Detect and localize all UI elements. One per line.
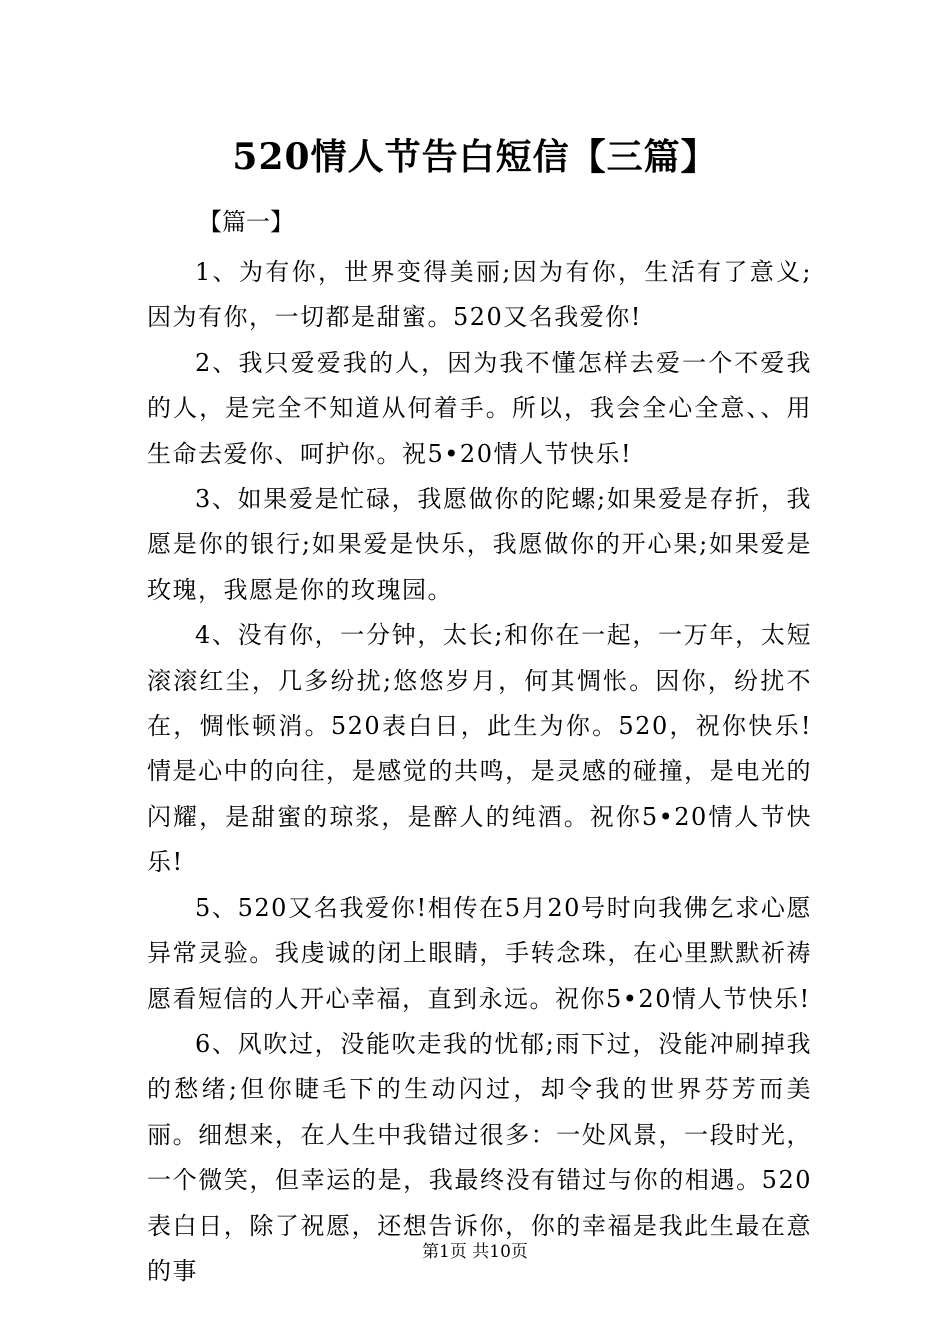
section-heading: 【篇一】	[198, 208, 294, 236]
document-title: 520情人节告白短信【三篇】	[232, 136, 718, 178]
paragraph-2: 2、我只爱爱我的人，因为我不懂怎样去爱一个不爱我的人，是完全不知道从何着手。所以，我会全心全意、、用生命去爱你、呵护你。祝5•20情人节快乐!	[147, 348, 812, 468]
paragraph-1: 1、为有你，世界变得美丽;因为有你，生活有了意义;因为有你，一切都是甜蜜。520又名我爱你!	[147, 258, 812, 332]
paragraph-3: 3、如果爱是忙碌，我愿做你的陀螺;如果爱是存折，我愿是你的银行;如果爱是快乐，我愿做你的开心果;如果爱是玫瑰，我愿是你的玫瑰园。	[147, 485, 812, 604]
paragraph-4: 4、没有你，一分钟，太长;和你在一起，一万年，太短滚滚红尘，几多纷扰;悠悠岁月，何其惆怅。因你，纷扰不在，惆怅顿消。520表白日，此生为你。520，祝你快乐!情是心中的向往，是感觉的共鸣，是灵感的碰撞，是电光的闪耀，是甜蜜的琼浆，是醉人的纯酒。祝你5•20情人节快乐!	[147, 621, 812, 877]
paragraph-6: 6、风吹过，没能吹走我的忧郁;雨下过，没能冲刷掉我的愁绪;但你睫毛下的生动闪过，却令我的世界芬芳而美丽。细想来，在人生中我错过很多：一处风景，一段时光，一个微笑，但幸运的是，我最终没有错过与你的相遇。520表白日，除了祝愿，还想告诉你，你的幸福是我此生最在意的事	[147, 1029, 812, 1285]
page-footer: 第1页 共10页	[422, 1242, 528, 1262]
body-text	[147, 250, 812, 1294]
paragraph-5: 5、520又名我爱你!相传在5月20号时向我佛乞求心愿异常灵验。我虔诚的闭上眼睛，手转念珠，在心里默默祈祷愿看短信的人开心幸福，直到永远。祝你5•20情人节快乐!	[147, 893, 812, 1013]
